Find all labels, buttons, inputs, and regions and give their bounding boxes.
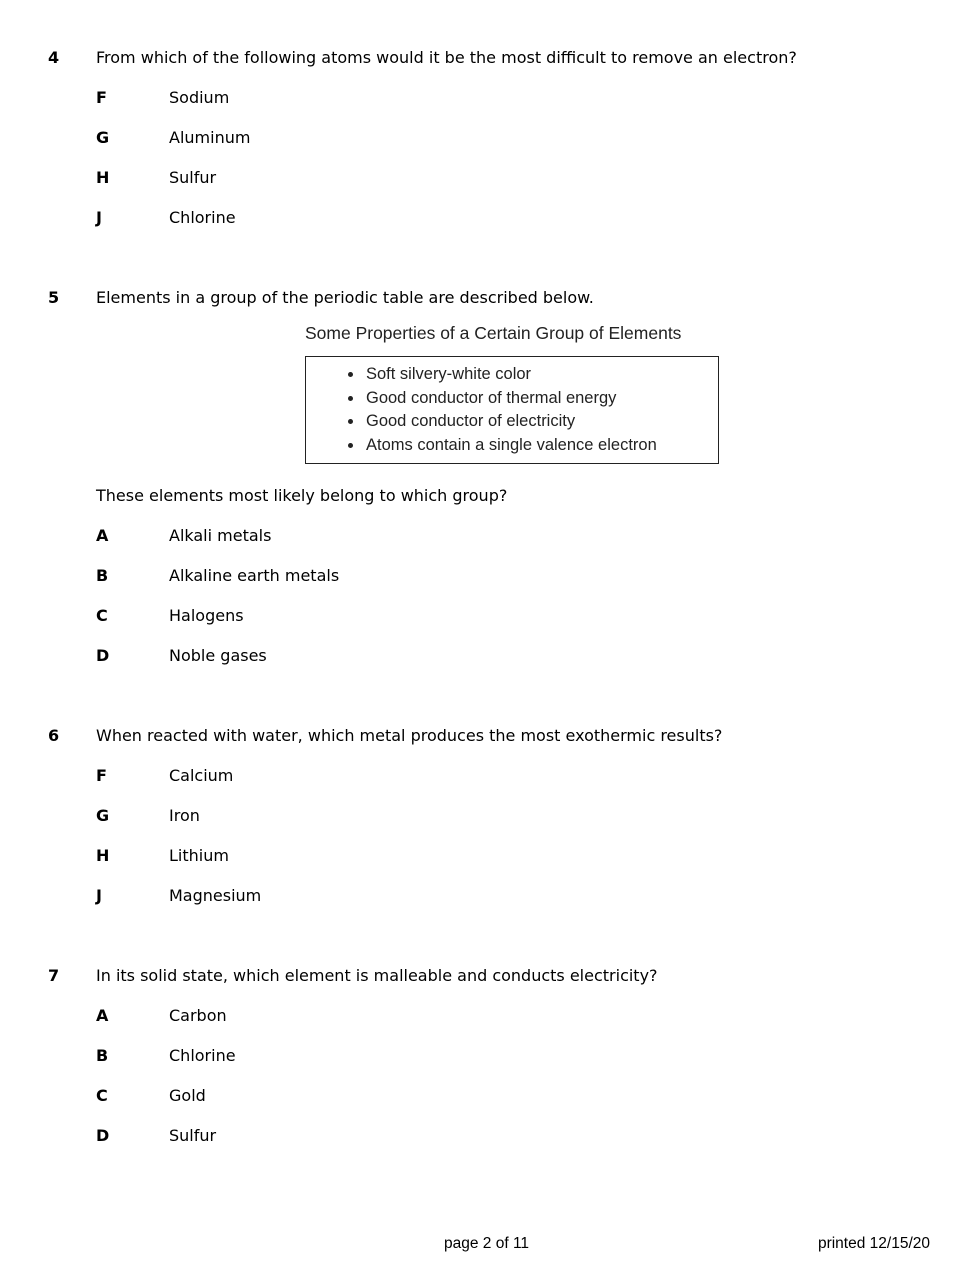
page-number: page 2 of 11 xyxy=(444,1235,530,1252)
option-letter: D xyxy=(96,1126,110,1145)
option-letter: D xyxy=(96,646,110,665)
property-item xyxy=(346,387,657,411)
answer-option[interactable] xyxy=(0,1046,979,1066)
property-text: Good conductor of electricity xyxy=(366,412,576,431)
answer-option[interactable] xyxy=(0,208,979,228)
answer-option[interactable] xyxy=(0,128,979,148)
answer-option[interactable] xyxy=(0,88,979,108)
option-text: Noble gases xyxy=(169,646,267,665)
option-text: Aluminum xyxy=(169,128,251,147)
option-text: Lithium xyxy=(169,846,229,865)
option-text: Calcium xyxy=(169,766,234,785)
option-text: Gold xyxy=(169,1086,206,1105)
option-text: Iron xyxy=(169,806,200,825)
question-text: From which of the following atoms would it be the most difficult to remove an electron? xyxy=(96,48,797,67)
option-text: Alkali metals xyxy=(169,526,272,545)
answer-option[interactable] xyxy=(0,168,979,188)
option-letter: J xyxy=(96,886,102,905)
option-text: Sulfur xyxy=(169,1126,217,1145)
option-text: Alkaline earth metals xyxy=(169,566,340,585)
answer-option[interactable] xyxy=(0,766,979,786)
option-letter: J xyxy=(96,208,102,227)
question-number: 6 xyxy=(48,726,60,745)
question-text: When reacted with water, which metal produces the most exothermic results? xyxy=(96,726,723,745)
properties-box xyxy=(305,356,719,464)
option-letter: G xyxy=(96,806,110,825)
question-text: Elements in a group of the periodic table are described below. xyxy=(96,288,594,307)
properties-table-title: Some Properties of a Certain Group of Elements xyxy=(305,323,682,343)
option-letter: A xyxy=(96,1006,109,1025)
bullet-icon xyxy=(348,419,353,424)
answer-option[interactable] xyxy=(0,526,979,546)
option-letter: G xyxy=(96,128,110,147)
option-letter: C xyxy=(96,1086,108,1105)
bullet-icon xyxy=(348,443,353,448)
option-letter: F xyxy=(96,766,107,785)
property-text: Atoms contain a single valence electron xyxy=(366,436,657,455)
option-text: Chlorine xyxy=(169,208,236,227)
option-letter: H xyxy=(96,846,110,865)
answer-option[interactable] xyxy=(0,886,979,906)
question-number: 5 xyxy=(48,288,60,307)
answer-option[interactable] xyxy=(0,846,979,866)
option-letter: F xyxy=(96,88,107,107)
property-item xyxy=(346,363,657,387)
option-text: Chlorine xyxy=(169,1046,236,1065)
answer-option[interactable] xyxy=(0,1006,979,1026)
answer-option[interactable] xyxy=(0,566,979,586)
answer-option[interactable] xyxy=(0,606,979,626)
option-letter: A xyxy=(96,526,109,545)
printed-date: printed 12/15/20 xyxy=(817,1235,930,1252)
question-number: 7 xyxy=(48,966,60,985)
property-text: Soft silvery-white color xyxy=(366,365,532,383)
answer-option[interactable] xyxy=(0,646,979,666)
option-text: Magnesium xyxy=(169,886,262,905)
option-letter: B xyxy=(96,566,109,585)
bullet-icon xyxy=(348,396,353,401)
answer-option[interactable] xyxy=(0,1126,979,1146)
property-item xyxy=(346,410,657,434)
question-number: 4 xyxy=(48,48,60,67)
option-letter: C xyxy=(96,606,108,625)
property-text: Good conductor of thermal energy xyxy=(366,388,617,407)
option-letter: H xyxy=(96,168,110,187)
question-prompt: These elements most likely belong to which group? xyxy=(96,486,508,505)
property-item xyxy=(346,434,657,458)
option-text: Sodium xyxy=(169,88,230,107)
bullet-icon xyxy=(348,372,353,377)
answer-option[interactable] xyxy=(0,806,979,826)
answer-option[interactable] xyxy=(0,1086,979,1106)
question-text: In its solid state, which element is malleable and conducts electricity? xyxy=(96,966,658,985)
option-letter: B xyxy=(96,1046,109,1065)
properties-list xyxy=(346,363,657,458)
option-text: Halogens xyxy=(169,606,244,625)
option-text: Carbon xyxy=(169,1006,227,1025)
option-text: Sulfur xyxy=(169,168,217,187)
